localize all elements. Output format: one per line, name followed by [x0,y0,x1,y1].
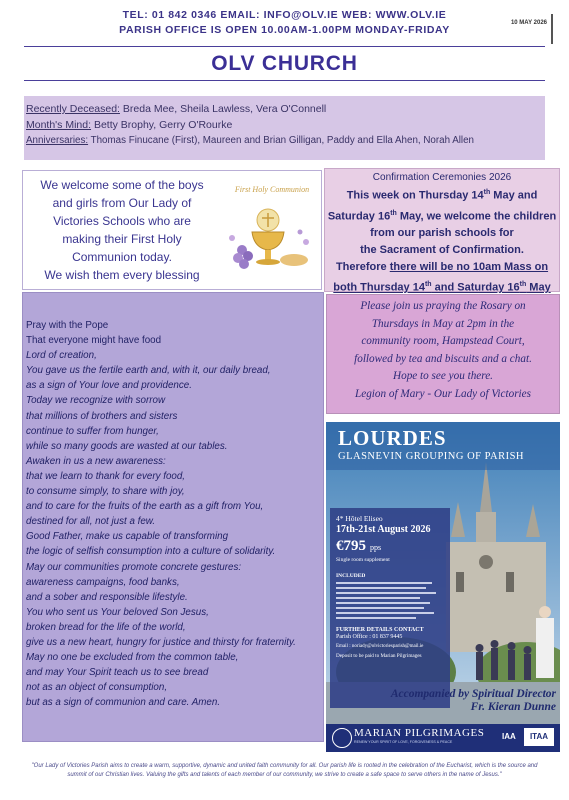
confirmation-text: May, we welcome the children [396,210,557,223]
prayer-line: Good Father, make us capable of transforming [26,531,229,543]
deceased-label: Recently Deceased: [26,103,120,115]
iaa-logo: IAA [502,732,516,741]
months-mind-names: Betty Brophy, Gerry O'Rourke [91,119,233,131]
prayer-line: You gave us the fertile earth and, with it, our daily bread, [26,365,271,377]
confirmation-line-2 [326,205,558,226]
prayer-line: destined for all, not just a few. [26,516,156,528]
ordinal-suffix: th [483,189,491,196]
communion-line: Communion today. [72,250,172,264]
rosary-line: Thursdays in May at 2pm in the [371,317,515,330]
prayer-line: awareness campaigns, food banks, [26,576,180,588]
communion-line: and girls from Our Lady of [52,196,192,210]
prayer-line: May our communities promote concrete gestures: [26,561,242,573]
prayer-line: and a sober and responsible lifestyle. [26,591,188,603]
mission-statement: "Our Lady of Victories Parish aims to create a warm, supportive, dynamic and united faith community for all. Our parish life is rooted in the celebration of the Eucharist, which is the source and summit of our Christian lives. Valuing the gifts and talents of each member of our community, we strive to create a safe space to serve others in the name of Jesus." [31,763,538,778]
bread-icon [280,254,308,266]
marian-logo-icon [332,728,352,748]
confirmation-line-1 [326,184,558,205]
brand-tagline: RENEW YOUR SPIRIT OF LOVE, FORGIVENESS & PEACE [354,740,453,744]
anniversaries-names: Thomas Finucane (First), Maureen and Brian Gilligan, Paddy and Ella Ahen, Norah Allen [88,135,474,146]
included-label: INCLUDED [336,573,366,579]
prayer-line: not as an object of consumption, [26,682,168,694]
included-list [336,582,448,619]
contact-email: Email : noriady@olvictoriesparish@mail.ie [336,644,424,649]
rosary-text [330,298,556,403]
confirmation-text: May [526,281,551,294]
months-mind-row [24,117,545,133]
lourdes-subtitle: GLASNEVIN GROUPING OF PARISH [338,451,525,462]
prayer-line: that we learn to thank for every food, [26,470,186,482]
prayer-line: and may Your Spirit teach us to see bread [26,667,209,679]
date-divider [551,14,553,44]
prayer-line: and to care for the fruits of the earth as a gift from You, [26,501,264,513]
rosary-line: Legion of Mary - Our Lady of Victories [355,387,531,400]
header-rule-bottom [24,80,545,81]
confirmation-text: and Saturday 16 [431,281,520,294]
prayer-line: You who sent us Your beloved Son Jesus, [26,606,209,618]
months-mind-label: Month's Mind: [26,119,92,131]
contact-line-1: TEL: 01 842 0346 EMAIL: INFO@OLV.IE WEB: WWW.OLV.IE [122,9,447,21]
communion-line: Victories Schools who are [53,214,191,228]
communion-line: We welcome some of the boys [40,178,204,192]
confirmation-text: This week on Thursday 14 [346,189,484,202]
prayer-line: that millions of brothers and sisters [26,410,178,422]
emblem-caption: First Holy Communion [234,185,310,194]
confirmation-line-3: from our parish schools for [370,227,514,240]
confirmation-text: both Thursday 14 [333,281,425,294]
itaa-logo: ITAA [524,728,554,746]
prayer-line: Awaken in us a new awareness: [26,455,166,467]
rosary-line: community room, Hampstead Court, [361,335,525,347]
header-rule-top [24,46,545,47]
ordinal-suffix: th [519,281,527,289]
prayer-line: broken bread for the life of the world, [26,621,186,633]
confirmation-line-5 [326,259,558,276]
prayer-line: while so many goods are wasted at our tables. [26,440,228,452]
director-block [336,688,556,714]
prayer-line: continue to suffer from hunger, [26,425,159,437]
prayer-line: the logic of selfish consumption into a culture of solidarity. [26,546,276,558]
director-label: Accompanied by Spiritual Director [390,688,556,700]
anniversaries-row [24,133,545,149]
contact-line-2: PARISH OFFICE IS OPEN 10.00AM-1.00PM MONDAY-FRIDAY [119,24,450,36]
lourdes-details [336,514,448,659]
communion-text [24,176,220,284]
trip-dates: 17th-21st August 2026 [336,524,431,535]
rosary-line: Hope to see you there. [393,370,493,382]
chalice-icon [252,232,284,250]
confirmation-body [326,184,558,297]
issue-date: 10 MAY 2026 [510,20,547,26]
prayer-line: May no one be excluded from the common table, [26,652,239,664]
deposit-note: Deposit to be paid to Marian Pilgrimages [336,653,422,659]
lourdes-poster [326,422,560,752]
prayer-line: as a sign of Your love and providence. [26,380,192,392]
communion-line: We wish them every blessing [44,268,200,282]
first-communion-emblem [216,176,320,280]
prayer-line: give us a new heart, hungry for justice and thirsty for fraternity. [26,636,296,648]
prayer-subheading: That everyone might have food [26,335,162,347]
price-unit: pps [370,543,382,552]
prayer-line: Lord of creation, [26,350,97,362]
anniversaries-label: Anniversaries: [26,135,89,146]
price: €795 [336,538,366,554]
prayer-text [26,318,322,710]
lourdes-title: LOURDES [338,426,447,450]
brand-name: MARIAN PILGRIMAGES [354,727,485,739]
no-mass-notice: there will be no 10am Mass on [389,261,549,274]
page-title: OLV CHURCH [211,52,358,75]
prayer-line: to consume simply, to share with joy, [26,486,185,498]
supplement-note: Single room supplement [336,557,390,563]
confirmation-text: Therefore [335,261,390,274]
prayer-line: but as a sign of communion and care. Amen. [26,697,221,709]
rosary-line: Please join us praying the Rosary on [360,300,526,312]
confirmation-line-4: the Sacrament of Confirmation. [360,244,524,257]
price-row [336,537,448,555]
contact-heading: FURTHER DETAILS CONTACT [336,627,424,633]
rosary-line: followed by tea and biscuits and a chat. [354,352,532,365]
director-name: Fr. Kieran Dunne [470,701,556,713]
contact-header [0,8,569,38]
deceased-row [24,101,545,117]
confirmation-text: May and [490,189,538,202]
confirmation-heading: Confirmation Ceremonies 2026 [372,172,512,183]
ordinal-suffix: th [390,209,397,217]
prayer-heading: Pray with the Pope [26,320,109,331]
ordinal-suffix: th [424,281,432,289]
confirmation-text: Saturday 16 [327,210,391,223]
deceased-names: Breda Mee, Sheila Lawless, Vera O'Connell [119,103,327,115]
communion-line: making their First Holy [62,232,182,246]
memorial-panel [24,96,545,160]
hotel-name: 4* Hôtel Eliseo [336,514,383,523]
prayer-line: Today we recognize with sorrow [26,395,166,407]
contact-phone: Parish Office : 01 837 9445 [336,634,403,640]
